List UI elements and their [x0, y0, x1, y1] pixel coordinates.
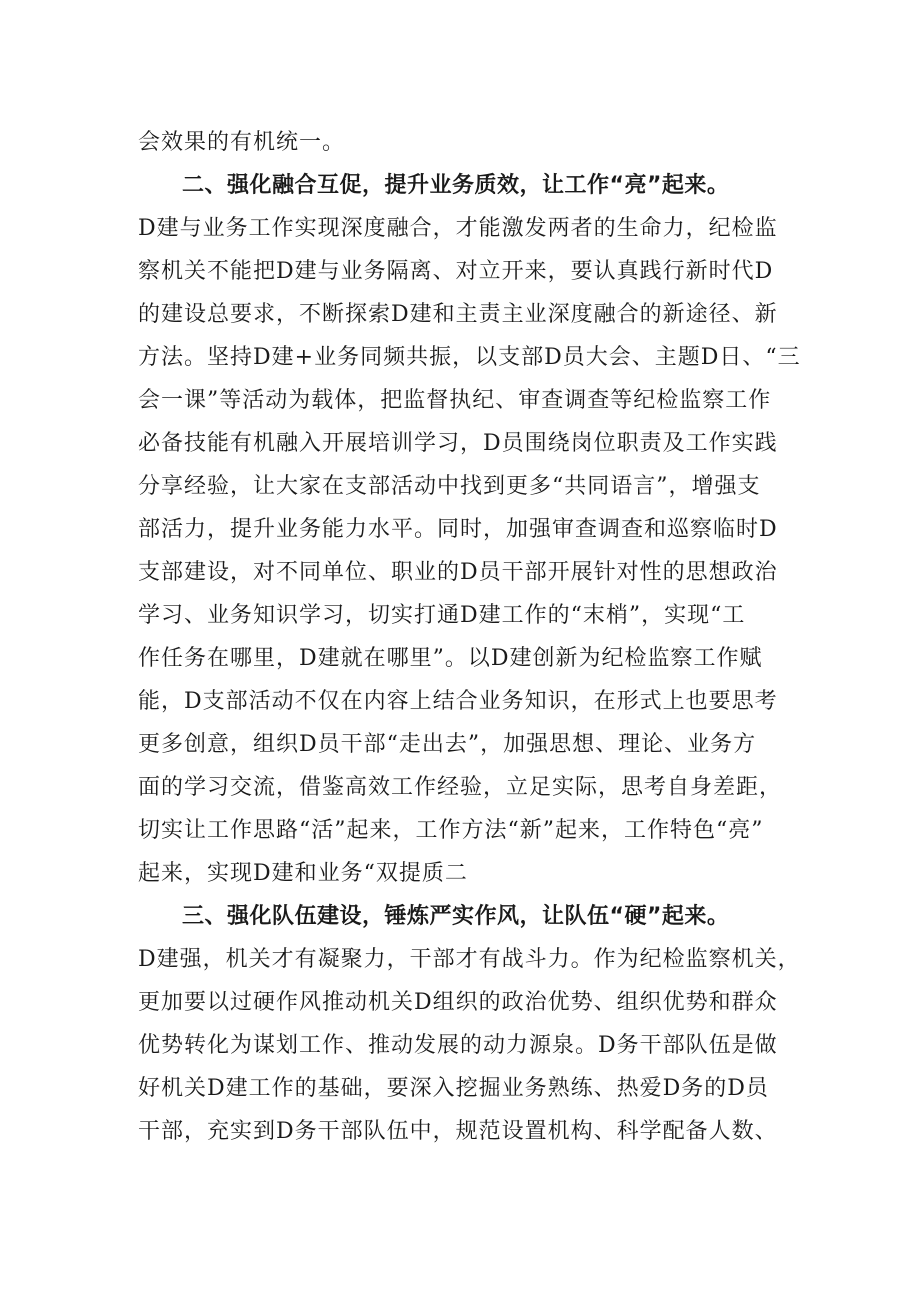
- paragraph-line: D建强，机关才有凝聚力，干部才有战斗力。作为纪检监察机关，: [138, 947, 801, 972]
- section-3-heading: 三、强化队伍建设，锤炼严实作风，让队伍“硬”起来。: [182, 904, 730, 929]
- paragraph-line: 更多创意，组织D员干部“走出去”，加强思想、理论、业务方: [138, 732, 757, 757]
- paragraph-line: 必备技能有机融入开展培训学习，D员围绕岗位职责及工作实践: [138, 431, 778, 456]
- paragraph-line: D建与业务工作实现深度融合，才能激发两者的生命力，纪检监: [138, 216, 778, 241]
- paragraph-line: 学习、业务知识学习，切实打通D建工作的“末梢”，实现“工: [138, 603, 746, 628]
- paragraph-line: 察机关不能把D建与业务隔离、对立开来，要认真践行新时代D: [138, 259, 774, 284]
- paragraph-line: 支部建设，对不同单位、职业的D员干部开展针对性的思想政治: [138, 560, 778, 585]
- paragraph-line: 的建设总要求，不断探索D建和主责主业深度融合的新途径、新: [138, 302, 778, 327]
- paragraph-line: 优势转化为谋划工作、推动发展的动力源泉。D务干部队伍是做: [138, 1033, 778, 1058]
- paragraph-line: 作任务在哪里，D建就在哪里”。以D建创新为纪检监察工作赋: [138, 646, 763, 671]
- paragraph-line: 方法。坚持D建+业务同频共振，以支部D员大会、主题D日、“三: [138, 345, 801, 370]
- paragraph-line: 干部，充实到D务干部队伍中，规范设置机构、科学配备人数、: [138, 1119, 778, 1144]
- fragment-line: 会效果的有机统一。: [138, 130, 346, 155]
- paragraph-line: 部活力，提升业务能力水平。同时，加强审查调查和巡察临时D: [138, 517, 778, 542]
- paragraph-line: 会一课”等活动为载体，把监督执纪、审查调查等纪检监察工作: [138, 388, 772, 413]
- paragraph-line: 更加要以过硬作风推动机关D组织的政治优势、组织优势和群众: [138, 990, 778, 1015]
- paragraph-line: 面的学习交流，借鉴高效工作经验，立足实际，思考自身差距，: [138, 775, 783, 800]
- section-2-heading: 二、强化融合互促，提升业务质效，让工作“亮”起来。: [182, 173, 730, 198]
- paragraph-line: 分享经验，让大家在支部活动中找到更多“共同语言”，增强支: [138, 474, 761, 499]
- paragraph-line: 切实让工作思路“活”起来，工作方法“新”起来，工作特色“亮”: [138, 818, 764, 843]
- paragraph-line: 起来，实现D建和业务“双提质二: [138, 861, 468, 886]
- paragraph-line: 能，D支部活动不仅在内容上结合业务知识，在形式上也要思考: [138, 689, 778, 714]
- paragraph-line: 好机关D建工作的基础，要深入挖掘业务熟练、热爱D务的D员: [138, 1076, 769, 1101]
